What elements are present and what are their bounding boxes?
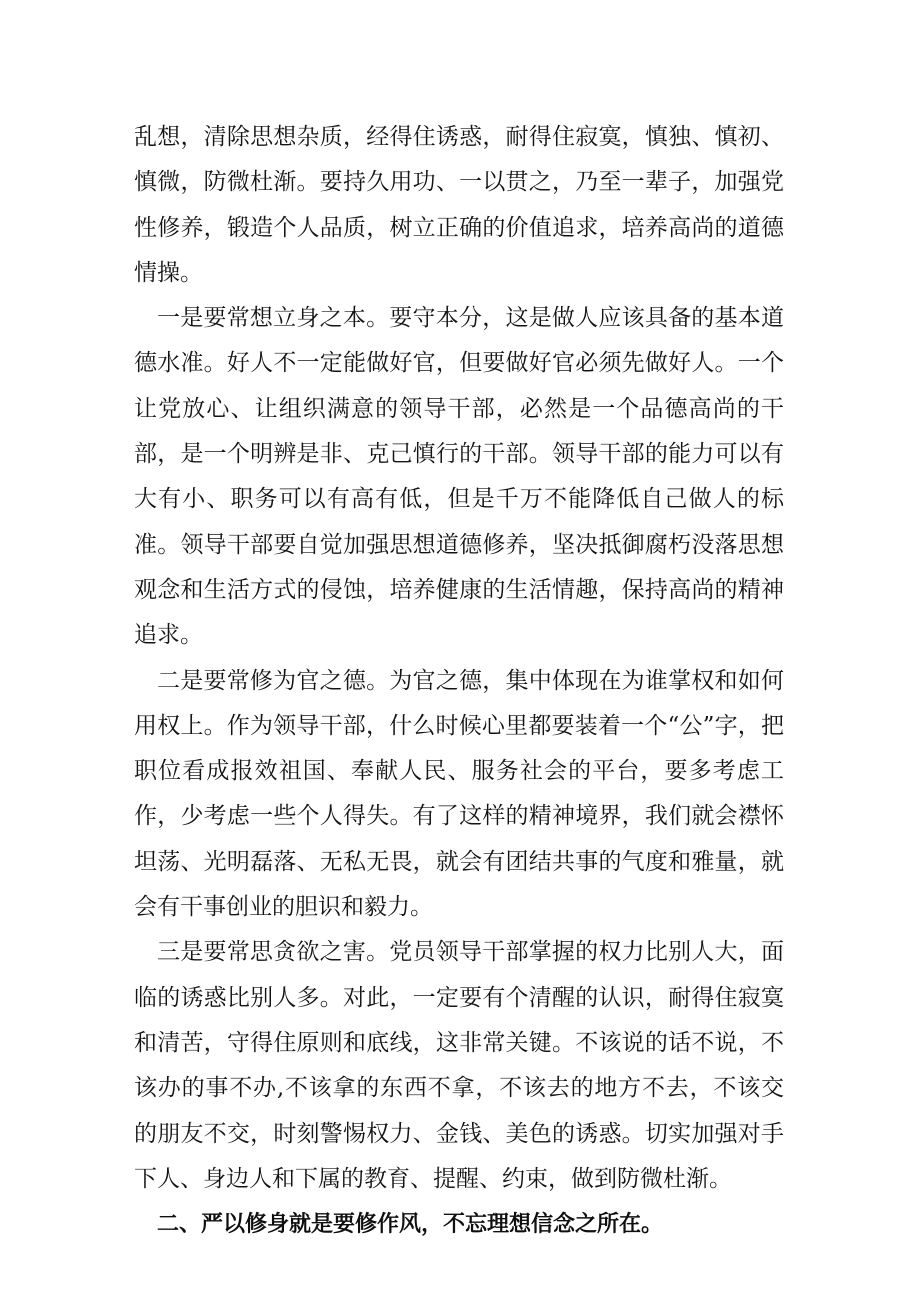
document-body xyxy=(134,115,784,1247)
paragraph-continuation: 乱想，清除思想杂质，经得住诱惑，耐得住寂寞，慎独、慎初、慎微，防微杜渐。要持久用功、一以贯之，乃至一辈子，加强党性修养，锻造个人品质，树立正确的价值追求，培养高尚的道德情操。 xyxy=(134,124,784,286)
paragraph-greed-harm: 三是要常思贪欲之害。党员领导干部掌握的权力比别人大，面临的诱惑比别人多。对此，一定要有个清醒的认识，耐得住寂寞和清苦，守得住原则和底线，这非常关键。不该说的话不说，不该办的事不办,不该拿的东西不拿，不该去的地方不去，不该交的朋友不交，时刻警惕权力、金钱、美色的诱惑。切实加强对手下人、身边人和下属的教育、提醒、约束，做到防微杜渐。 xyxy=(134,939,784,1192)
paragraph-official-virtue: 二是要常修为官之德。为官之德，集中体现在为谁掌权和如何用权上。作为领导干部，什么时候心里都要装着一个“公”字，把职位看成报效祖国、奉献人民、服务社会的平台，要多考虑工作，少考虑一些个人得失。有了这样的精神境界，我们就会襟怀坦荡、光明磊落、无私无畏，就会有团结共事的气度和雅量，就会有干事创业的胆识和毅力。 xyxy=(134,667,784,921)
paragraph-standing-foundation: 一是要常想立身之本。要守本分，这是做人应该具备的基本道德水准。好人不一定能做好官，但要做好官必须先做好人。一个让党放心、让组织满意的领导干部，必然是一个品德高尚的干部，是一个明辨是非、克己慎行的干部。领导干部的能力可以有大有小、职务可以有高有低，但是千万不能降低自己做人的标准。领导干部要自觉加强思想道德修养，坚决抵御腐朽没落思想观念和生活方式的侵蚀，培养健康的生活情趣，保持高尚的精神追求。 xyxy=(134,305,784,649)
section-heading: 二、严以修身就是要修作风，不忘理想信念之所在。 xyxy=(157,1212,664,1238)
